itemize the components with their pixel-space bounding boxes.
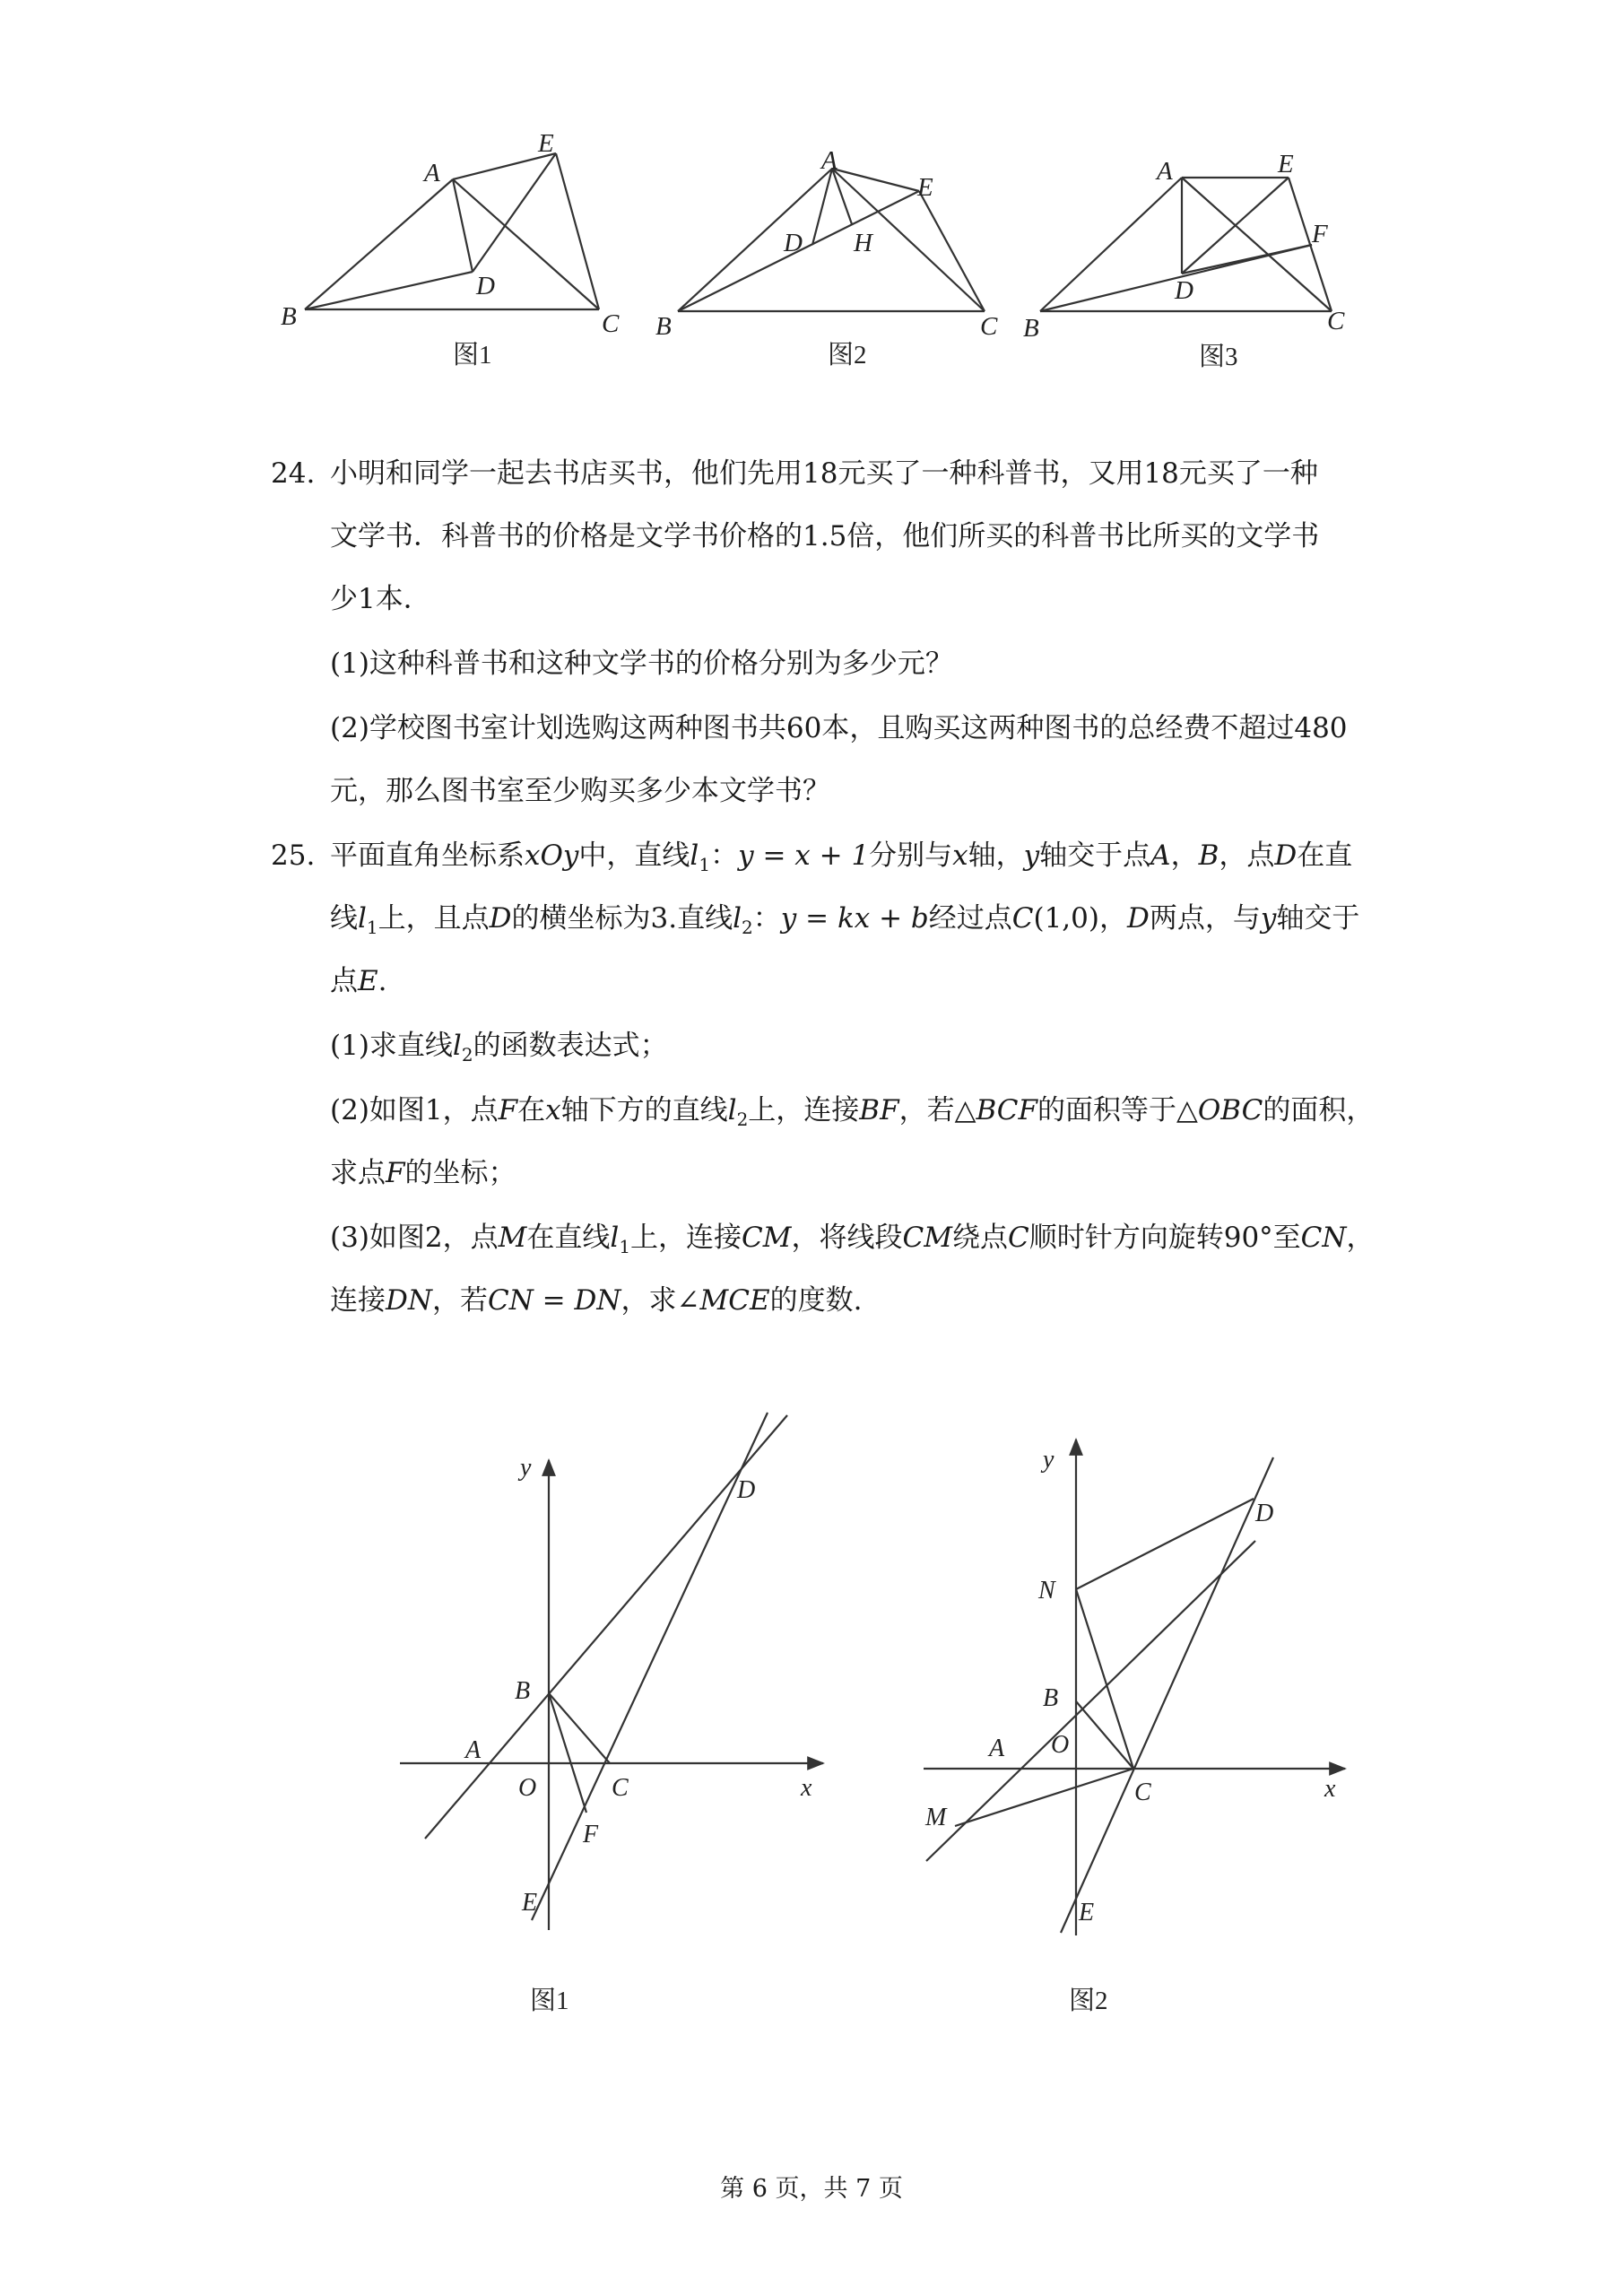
label-fig3-A: A (1157, 157, 1173, 186)
q25-line2: 线$l_1$上，且点D的横坐标为3.直线$l_2$：y = kx + b经过点C(1,0)，D两点，与y轴交于 (330, 902, 1360, 939)
caption-b1: 图1 (530, 1987, 569, 2015)
line-l1-fig2 (926, 1541, 1255, 1861)
segment-BC-fig1 (549, 1693, 610, 1763)
label-b1-A: A (465, 1736, 482, 1764)
q25-number: 25. (271, 839, 316, 872)
label-fig1-A: A (424, 159, 440, 187)
label-fig2-B: B (655, 312, 672, 341)
segment-BC-fig2 (1076, 1701, 1133, 1769)
label-b2-D: D (1255, 1500, 1274, 1527)
label-b2-M: M (925, 1804, 947, 1831)
caption-b2: 图2 (1069, 1987, 1108, 2015)
page-footer: 第 6 页，共 7 页 (720, 2175, 903, 2203)
segment-BF-fig1 (549, 1693, 586, 1813)
label-fig2-H: H (854, 229, 872, 257)
label-fig3-B: B (1023, 314, 1039, 343)
segment-CM-fig2 (955, 1769, 1133, 1826)
label-fig2-C: C (980, 312, 998, 341)
label-b1-D: D (737, 1476, 756, 1504)
label-fig2-E: E (917, 173, 933, 202)
coord-figure-1 (400, 1413, 823, 1930)
q24-line3: 少1本． (330, 583, 431, 615)
q24-line2: 文学书．科普书的价格是文学书价格的1.5倍，他们所买的科普书比所买的文学书 (330, 520, 1320, 552)
label-fig1-B: B (281, 302, 297, 331)
label-fig1-E: E (538, 129, 554, 158)
label-fig1-D: D (476, 272, 495, 300)
label-fig2-D: D (784, 229, 803, 257)
label-b1-E: E (522, 1889, 538, 1917)
segment-ND-fig2 (1076, 1499, 1254, 1589)
q25-part3-line2: 连接DN，若CN = DN，求∠MCE的度数. (330, 1284, 863, 1317)
q25-part2-line1: (2)如图1，点F在x轴下方的直线$l_2$上，连接BF，若△BCF的面积等于△OBC的面积， (330, 1094, 1375, 1131)
label-b1-B: B (515, 1677, 531, 1705)
caption-fig1: 图1 (453, 341, 492, 370)
q24-part1: (1)这种科普书和这种文学书的价格分别为多少元？ (330, 648, 953, 680)
label-b1-x: x (801, 1774, 812, 1802)
label-b2-A: A (989, 1735, 1005, 1762)
top-figure-1 (305, 153, 599, 309)
top-figures (0, 0, 1623, 413)
q25-part3-line1: (3)如图2，点M在直线$l_1$上，连接CM，将线段CM绕点C顺时针方向旋转90°至CN， (330, 1222, 1375, 1258)
label-b1-C: C (612, 1774, 629, 1802)
label-fig1-C: C (602, 309, 620, 338)
label-b1-y: y (520, 1454, 532, 1482)
q25-line1: 平面直角坐标系xOy中，直线$l_1$：y = x + 1分别与x轴，y轴交于点A，B，点D在直 (330, 839, 1353, 876)
caption-fig3: 图3 (1199, 343, 1238, 371)
line-l2-fig2 (1061, 1457, 1273, 1933)
segment-CN-fig2 (1076, 1589, 1133, 1769)
q24-number: 24. (271, 457, 316, 490)
coord-figure-2 (924, 1439, 1345, 1935)
label-fig3-C: C (1327, 307, 1345, 335)
q24-part2-line2: 元，那么图书室至少购买多少本文学书？ (330, 775, 830, 807)
label-b2-y: y (1043, 1446, 1055, 1474)
q24-line1: 小明和同学一起去书店买书，他们先用18元买了一种科普书，又用18元买了一种 (330, 457, 1318, 490)
label-b2-x: x (1324, 1775, 1336, 1803)
label-b1-O: O (518, 1774, 537, 1802)
label-b2-N: N (1038, 1577, 1055, 1605)
bottom-figures (0, 1381, 1623, 2045)
caption-fig2: 图2 (828, 341, 867, 370)
label-b2-O: O (1051, 1731, 1070, 1759)
label-b2-C: C (1134, 1779, 1151, 1806)
label-fig3-D: D (1175, 276, 1193, 305)
q25-line3: 点E. (330, 965, 387, 997)
label-b2-B: B (1043, 1684, 1059, 1712)
line-l2-fig1 (532, 1413, 768, 1920)
label-fig3-F: F (1312, 220, 1328, 248)
label-fig2-A: A (821, 146, 838, 175)
line-l1-fig1 (425, 1415, 787, 1839)
label-fig3-E: E (1278, 150, 1294, 178)
label-b2-E: E (1079, 1899, 1095, 1926)
top-figure-2 (678, 169, 985, 311)
q25-part2-line2: 求点F的坐标； (330, 1157, 516, 1189)
q24-part2-line1: (2)学校图书室计划选购这两种图书共60本，且购买这两种图书的总经费不超过480 (330, 712, 1348, 744)
q25-part1: (1)求直线$l_2$的函数表达式； (330, 1030, 668, 1066)
label-b1-F: F (583, 1821, 599, 1848)
